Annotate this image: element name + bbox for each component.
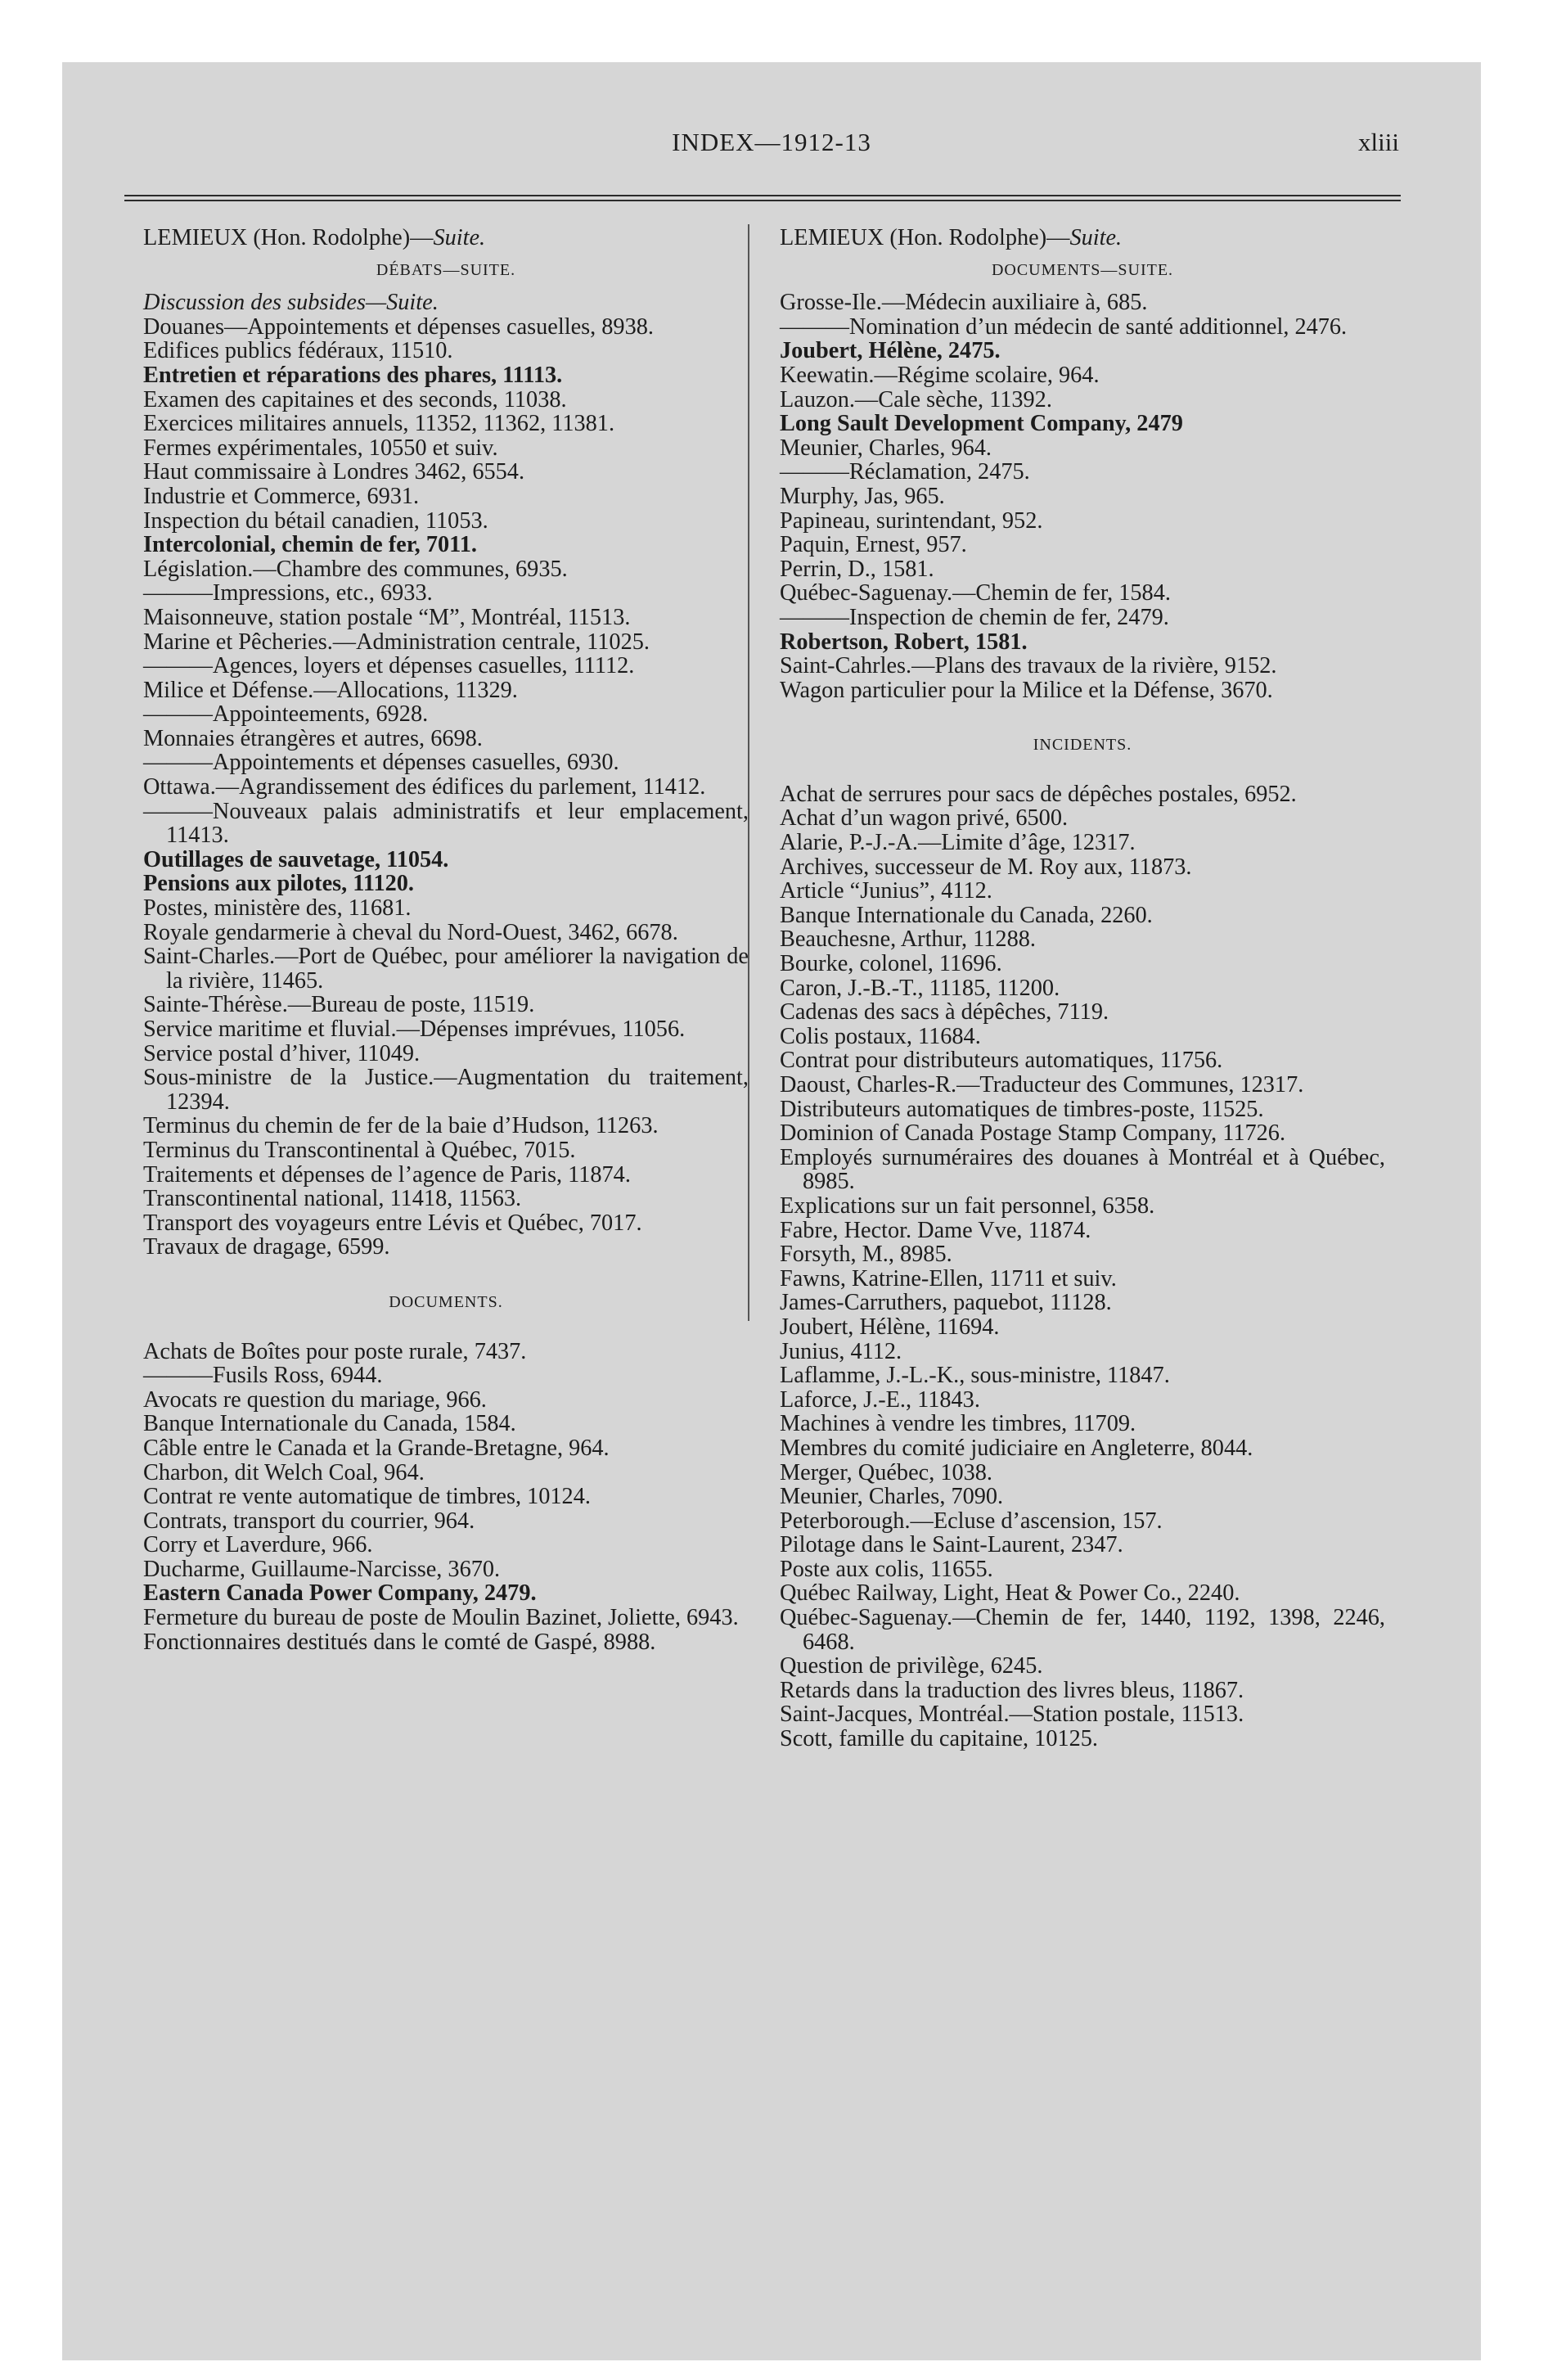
- index-entry: Charbon, dit Welch Coal, 964.: [143, 1459, 425, 1485]
- index-entry: Scott, famille du capitaine, 10125.: [780, 1726, 1098, 1752]
- index-entry: Saint-Cahrles.—Plans des travaux de la rivière, 9152.: [780, 653, 1277, 679]
- index-entry: Paquin, Ernest, 957.: [780, 532, 967, 558]
- index-entry: Monnaies étrangères et autres, 6698.: [143, 725, 483, 751]
- index-entry: Transcontinental national, 11418, 11563.: [143, 1186, 522, 1212]
- index-entry: Merger, Québec, 1038.: [780, 1459, 993, 1485]
- heading-suite: Suite.: [433, 225, 486, 250]
- index-entry: Article “Junius”, 4112.: [780, 878, 992, 904]
- index-entry: Explications sur un fait personnel, 6358.: [780, 1192, 1155, 1219]
- index-entry: Marine et Pêcheries.—Administration centrale, 11025.: [143, 629, 650, 655]
- index-entry: Corry et Laverdure, 966.: [143, 1532, 373, 1558]
- right-column-body: [780, 259, 1385, 1751]
- index-entry: Postes, ministère des, 11681.: [143, 895, 412, 922]
- index-entry: Royale gendarmerie à cheval du Nord-Ouest, 3462, 6678.: [143, 919, 678, 945]
- index-entry: James-Carruthers, paquebot, 11128.: [780, 1290, 1112, 1316]
- index-entry: Eastern Canada Power Company, 2479.: [143, 1580, 537, 1607]
- index-entry: Laforce, J.-E., 11843.: [780, 1386, 980, 1413]
- index-entry: Inspection du bétail canadien, 11053.: [143, 507, 488, 534]
- index-entry: Entretien et réparations des phares, 11113.: [143, 362, 563, 388]
- index-entry: Perrin, D., 1581.: [780, 556, 934, 582]
- index-entry: Cadenas des sacs à dépêches, 7119.: [780, 999, 1109, 1025]
- index-entry: Contrats, transport du courrier, 964.: [143, 1508, 475, 1534]
- index-entry: Long Sault Development Company, 2479: [780, 411, 1183, 437]
- index-entry: Saint-Jacques, Montréal.—Station postale, 11513.: [780, 1702, 1244, 1728]
- index-entry: Meunier, Charles, 964.: [780, 435, 992, 461]
- index-entry: Archives, successeur de M. Roy aux, 11873.: [780, 854, 1192, 880]
- index-entry: ———Impressions, etc., 6933.: [143, 580, 433, 606]
- index-entry: Travaux de dragage, 6599.: [143, 1234, 390, 1260]
- index-entry: Keewatin.—Régime scolaire, 964.: [780, 362, 1100, 388]
- index-entry: Pilotage dans le Saint-Laurent, 2347.: [780, 1532, 1123, 1558]
- index-entry: Outillages de sauvetage, 11054.: [143, 846, 449, 872]
- index-entry: Murphy, Jas, 965.: [780, 483, 945, 509]
- index-entry: Traitements et dépenses de l’agence de Paris, 11874.: [143, 1161, 631, 1188]
- section-heading: DOCUMENTS.: [389, 1292, 503, 1311]
- index-entry: Distributeurs automatiques de timbres-poste, 11525.: [780, 1096, 1264, 1122]
- index-entry: Daoust, Charles-R.—Traducteur des Communes, 12317.: [780, 1072, 1304, 1098]
- index-entry: Pensions aux pilotes, 11120.: [143, 871, 414, 897]
- index-entry: Transport des voyageurs entre Lévis et Québec, 7017.: [143, 1210, 642, 1236]
- index-entry: ———Fusils Ross, 6944.: [143, 1363, 383, 1389]
- index-entry: Fabre, Hector. Dame Vve, 11874.: [780, 1217, 1091, 1243]
- index-entry: Milice et Défense.—Allocations, 11329.: [143, 677, 518, 703]
- index-entry: Maisonneuve, station postale “M”, Montréal, 11513.: [143, 604, 631, 630]
- index-entry: Employés surnuméraires des douanes à Montréal et à Québec, 8985.: [780, 1144, 1385, 1195]
- index-entry: Douanes—Appointements et dépenses casuelles, 8938.: [143, 313, 654, 340]
- right-column: [780, 226, 1385, 1751]
- index-entry: Exercices militaires annuels, 11352, 11362, 11381.: [143, 411, 615, 437]
- index-entry: Achat d’un wagon privé, 6500.: [780, 805, 1069, 832]
- index-entry: Wagon particulier pour la Milice et la Défense, 3670.: [780, 677, 1273, 703]
- index-entry: Meunier, Charles, 7090.: [780, 1484, 1004, 1510]
- section-heading: INCIDENTS.: [1033, 736, 1132, 755]
- left-column-heading: [143, 226, 749, 250]
- index-entry: Edifices publics fédéraux, 11510.: [143, 338, 453, 364]
- index-entry: Sainte-Thérèse.—Bureau de poste, 11519.: [143, 992, 535, 1018]
- index-entry: Ducharme, Guillaume-Narcisse, 3670.: [143, 1556, 501, 1582]
- index-entry: Ottawa.—Agrandissement des édifices du parlement, 11412.: [143, 774, 706, 800]
- index-entry: Bourke, colonel, 11696.: [780, 951, 1002, 977]
- index-entry: Québec Railway, Light, Heat & Power Co., 2240.: [780, 1580, 1240, 1607]
- index-entry: Grosse-Ile.—Médecin auxiliaire à, 685.: [780, 290, 1148, 316]
- index-entry: Membres du comité judiciaire en Angleterre, 8044.: [780, 1435, 1253, 1461]
- index-entry: Terminus du chemin de fer de la baie d’Hudson, 11263.: [143, 1113, 659, 1139]
- heading-suite: Suite.: [1069, 225, 1123, 250]
- index-entry: Fawns, Katrine-Ellen, 11711 et suiv.: [780, 1265, 1117, 1291]
- heading-name: LEMIEUX (Hon. Rodolphe)—: [780, 225, 1070, 250]
- index-entry: Sous-ministre de la Justice.—Augmentation du traitement, 12394.: [143, 1065, 749, 1115]
- index-entry: Caron, J.-B.-T., 11185, 11200.: [780, 975, 1060, 1001]
- index-entry: ———Réclamation, 2475.: [780, 459, 1030, 485]
- index-entry: Achat de serrures pour sacs de dépêches postales, 6952.: [780, 781, 1297, 807]
- index-entry: Contrat re vente automatique de timbres, 10124.: [143, 1484, 591, 1510]
- index-entry: Poste aux colis, 11655.: [780, 1556, 993, 1582]
- index-entry: Colis postaux, 11684.: [780, 1023, 981, 1049]
- index-entry: Saint-Charles.—Port de Québec, pour améliorer la navigation de la rivière, 11465.: [143, 944, 749, 994]
- index-entry: ———Appointements et dépenses casuelles, 6930.: [143, 750, 619, 776]
- index-entry: Joubert, Hélène, 2475.: [780, 338, 1001, 364]
- index-entry: Haut commissaire à Londres 3462, 6554.: [143, 459, 525, 485]
- index-entry: Banque Internationale du Canada, 2260.: [780, 902, 1153, 928]
- index-entry: Avocats re question du mariage, 966.: [143, 1386, 487, 1413]
- index-entry: Service maritime et fluvial.—Dépenses imprévues, 11056.: [143, 1016, 686, 1042]
- index-entry: Québec-Saguenay.—Chemin de fer, 1584.: [780, 580, 1171, 606]
- index-entry: Peterborough.—Ecluse d’ascension, 157.: [780, 1508, 1163, 1534]
- index-entry: Industrie et Commerce, 6931.: [143, 483, 420, 509]
- index-entry: Terminus du Transcontinental à Québec, 7015.: [143, 1137, 576, 1163]
- heading-name: LEMIEUX (Hon. Rodolphe)—: [143, 225, 434, 250]
- index-entry: Service postal d’hiver, 11049.: [143, 1040, 421, 1066]
- right-column-heading: [780, 226, 1385, 250]
- index-entry: Intercolonial, chemin de fer, 7011.: [143, 532, 477, 558]
- index-entry: Machines à vendre les timbres, 11709.: [780, 1411, 1136, 1437]
- index-entry: Robertson, Robert, 1581.: [780, 629, 1028, 655]
- index-entry: Forsyth, M., 8985.: [780, 1242, 952, 1268]
- running-title: INDEX—1912-13: [672, 128, 871, 156]
- index-entry: Câble entre le Canada et la Grande-Bretagne, 964.: [143, 1435, 610, 1461]
- index-entry: ———Nomination d’un médecin de santé additionnel, 2476.: [780, 313, 1348, 340]
- left-column: [143, 226, 749, 1654]
- section-heading: DÉBATS—SUITE.: [376, 260, 516, 279]
- index-entry: Législation.—Chambre des communes, 6935.: [143, 556, 568, 582]
- index-entry: Discussion des subsides—Suite.: [143, 290, 439, 316]
- index-entry: Dominion of Canada Postage Stamp Company, 11726.: [780, 1120, 1286, 1147]
- index-entry: ———Nouveaux palais administratifs et leur emplacement, 11413.: [143, 798, 749, 849]
- left-column-body: [143, 259, 749, 1655]
- index-entry: Retards dans la traduction des livres bleus, 11867.: [780, 1677, 1244, 1703]
- index-entry: Joubert, Hélène, 11694.: [780, 1314, 1000, 1340]
- index-entry: Fermeture du bureau de poste de Moulin Bazinet, Joliette, 6943.: [143, 1605, 739, 1631]
- index-entry: Laflamme, J.-L.-K., sous-ministre, 11847.: [780, 1363, 1170, 1389]
- index-entry: Banque Internationale du Canada, 1584.: [143, 1411, 516, 1437]
- index-entry: Beauchesne, Arthur, 11288.: [780, 926, 1036, 953]
- header-rule-top: [124, 195, 1401, 196]
- index-entry: Papineau, surintendant, 952.: [780, 507, 1043, 534]
- index-entry: Fonctionnaires destitués dans le comté de Gaspé, 8988.: [143, 1629, 656, 1655]
- scanned-page: [62, 62, 1481, 2360]
- section-heading: DOCUMENTS—SUITE.: [991, 260, 1174, 279]
- index-entry: ———Inspection de chemin de fer, 2479.: [780, 604, 1169, 630]
- index-entry: Question de privilège, 6245.: [780, 1653, 1043, 1679]
- index-entry: ———Appointeements, 6928.: [143, 701, 429, 728]
- index-entry: Junius, 4112.: [780, 1338, 902, 1364]
- index-entry: Examen des capitaines et des seconds, 11038.: [143, 386, 567, 412]
- page-number: xliii: [1358, 128, 1399, 156]
- index-entry: Lauzon.—Cale sèche, 11392.: [780, 386, 1052, 412]
- page-header: [62, 128, 1481, 160]
- index-entry: Québec-Saguenay.—Chemin de fer, 1440, 1192, 1398, 2246, 6468.: [780, 1605, 1385, 1655]
- index-entry: Fermes expérimentales, 10550 et suiv.: [143, 435, 498, 461]
- index-entry: ———Agences, loyers et dépenses casuelles, 11112.: [143, 653, 635, 679]
- index-entry: Alarie, P.-J.-A.—Limite d’âge, 12317.: [780, 830, 1136, 856]
- header-rule-bottom: [124, 200, 1401, 201]
- index-entry: Achats de Boîtes pour poste rurale, 7437.: [143, 1338, 527, 1364]
- index-entry: Contrat pour distributeurs automatiques, 11756.: [780, 1048, 1223, 1074]
